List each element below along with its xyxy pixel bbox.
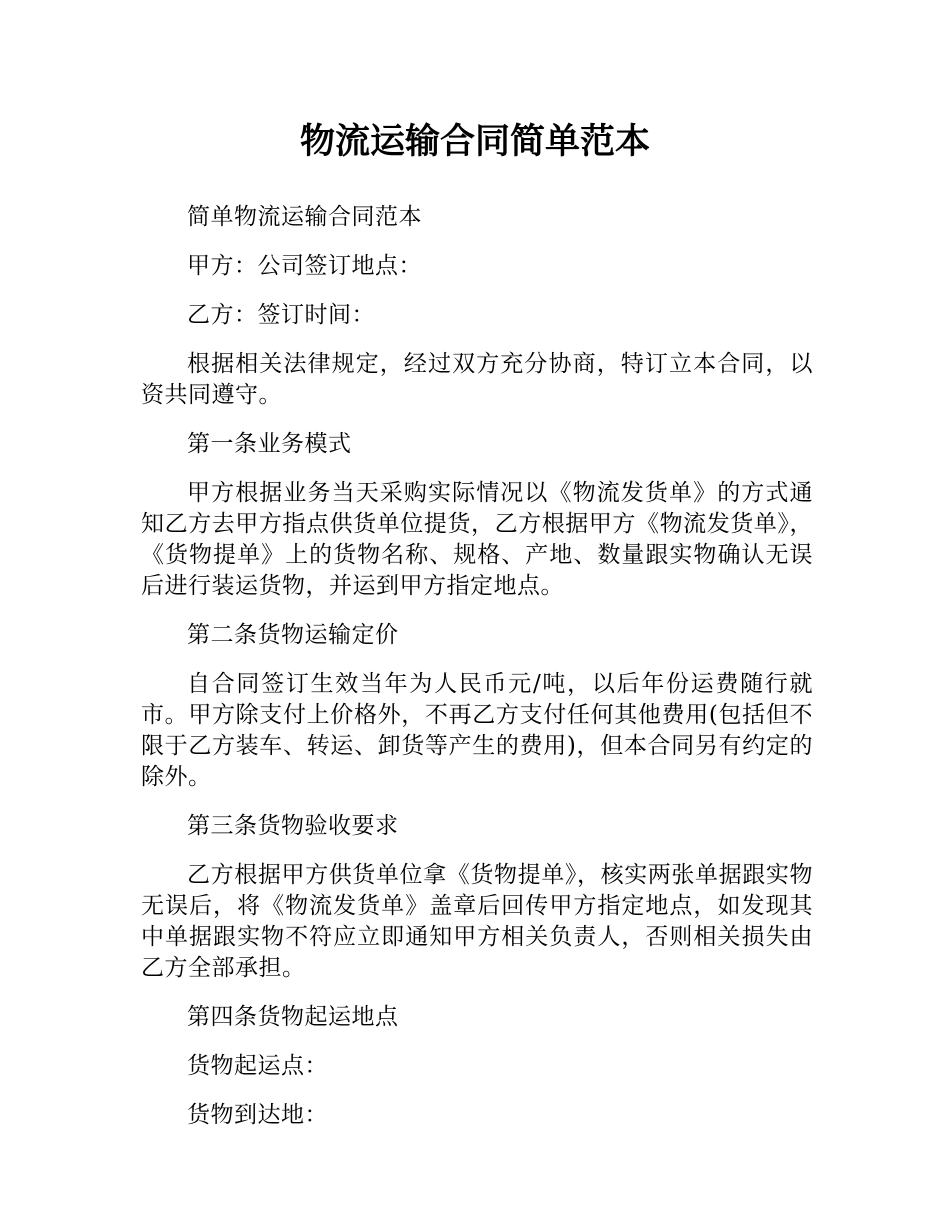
paragraph-party-b: 乙方：签订时间： <box>187 302 375 328</box>
heading-article-3: 第三条货物验收要求 <box>187 813 399 839</box>
heading-article-1: 第一条业务模式 <box>187 431 352 457</box>
paragraph-subtitle: 简单物流运输合同范本 <box>187 204 422 230</box>
document-body <box>141 202 813 1149</box>
paragraph-article-2: 自合同签订生效当年为人民币元/吨，以后年份运费随行就市。甲方除支付上价格外，不再乙方支付任何其他费用(包括但不限于乙方装车、转运、卸货等产生的费用)，但本合同另有约定的除外。 <box>141 671 813 790</box>
paragraph-article-1: 甲方根据业务当天采购实际情况以《物流发货单》的方式通知乙方去甲方指点供货单位提货，乙方根据甲方《物流发货单》，《货物提单》上的货物名称、规格、产地、数量跟实物确认无误后进行装运货物，并运到甲方指定地点。 <box>141 480 813 599</box>
paragraph-destination: 货物到达地： <box>187 1102 328 1128</box>
heading-article-2: 第二条货物运输定价 <box>187 622 399 648</box>
paragraph-article-3: 乙方根据甲方供货单位拿《货物提单》，核实两张单据跟实物无误后，将《物流发货单》盖章后回传甲方指定地点，如发现其中单据跟实物不符应立即通知甲方相关负责人，否则相关损失由乙方全部承担。 <box>141 862 813 981</box>
heading-article-4: 第四条货物起运地点 <box>187 1004 399 1030</box>
paragraph-preamble: 根据相关法律规定，经过双方充分协商，特订立本合同，以资共同遵守。 <box>141 351 813 408</box>
paragraph-origin: 货物起运点： <box>187 1053 328 1079</box>
paragraph-party-a: 甲方：公司签订地点： <box>187 253 422 279</box>
document-title: 物流运输合同简单范本 <box>299 122 650 162</box>
